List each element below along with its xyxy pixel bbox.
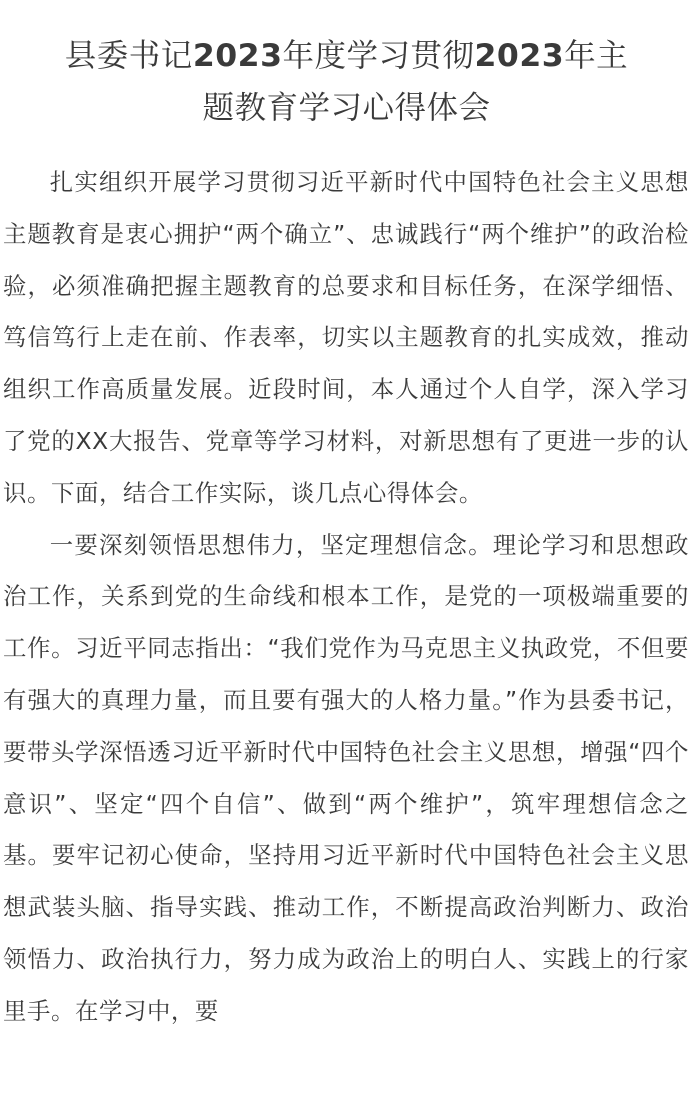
document-body	[3, 157, 689, 1038]
document-title	[0, 0, 693, 134]
title-line-2: 题教育学习心得体会	[202, 90, 491, 126]
title-segment: 年度学习贯彻	[282, 38, 475, 74]
title-segment: 县委书记	[64, 38, 193, 74]
paragraph-point-one: 一要深刻领悟思想伟力，坚定理想信念。理论学习和思想政治工作，关系到党的生命线和根本工作，是党的一项极端重要的工作。习近平同志指出：“我们党作为马克思主义执政党，不但要有强大的真理力量，而且要有强大的人格力量。”作为县委书记，要带头学深悟透习近平新时代中国特色社会主义思想，增强“四个意识”、坚定“四个自信”、做到“两个维护”，筑牢理想信念之基。要牢记初心使命，坚持用习近平新时代中国特色社会主义思想武装头脑、指导实践、推动工作，不断提高政治判断力、政治领悟力、政治执行力，努力成为政治上的明白人、实践上的行家里手。在学习中，要	[3, 530, 689, 1025]
title-year: 2023	[474, 38, 565, 74]
title-year: 2023	[192, 38, 283, 74]
title-line-1	[8, 30, 685, 82]
paragraph-intro: 扎实组织开展学习贯彻习近平新时代中国特色社会主义思想主题教育是衷心拥护“两个确立”、忠诚践行“两个维护”的政治检验，必须准确把握主题教育的总要求和目标任务，在深学细悟、笃信笃行上走在前、作表率，切实以主题教育的扎实成效，推动组织工作高质量发展。近段时间，本人通过个人自学，深入学习了党的XX大报告、党章等学习材料，对新思想有了更进一步的认识。下面，结合工作实际，谈几点心得体会。	[3, 168, 689, 507]
title-segment: 年主	[564, 38, 629, 74]
